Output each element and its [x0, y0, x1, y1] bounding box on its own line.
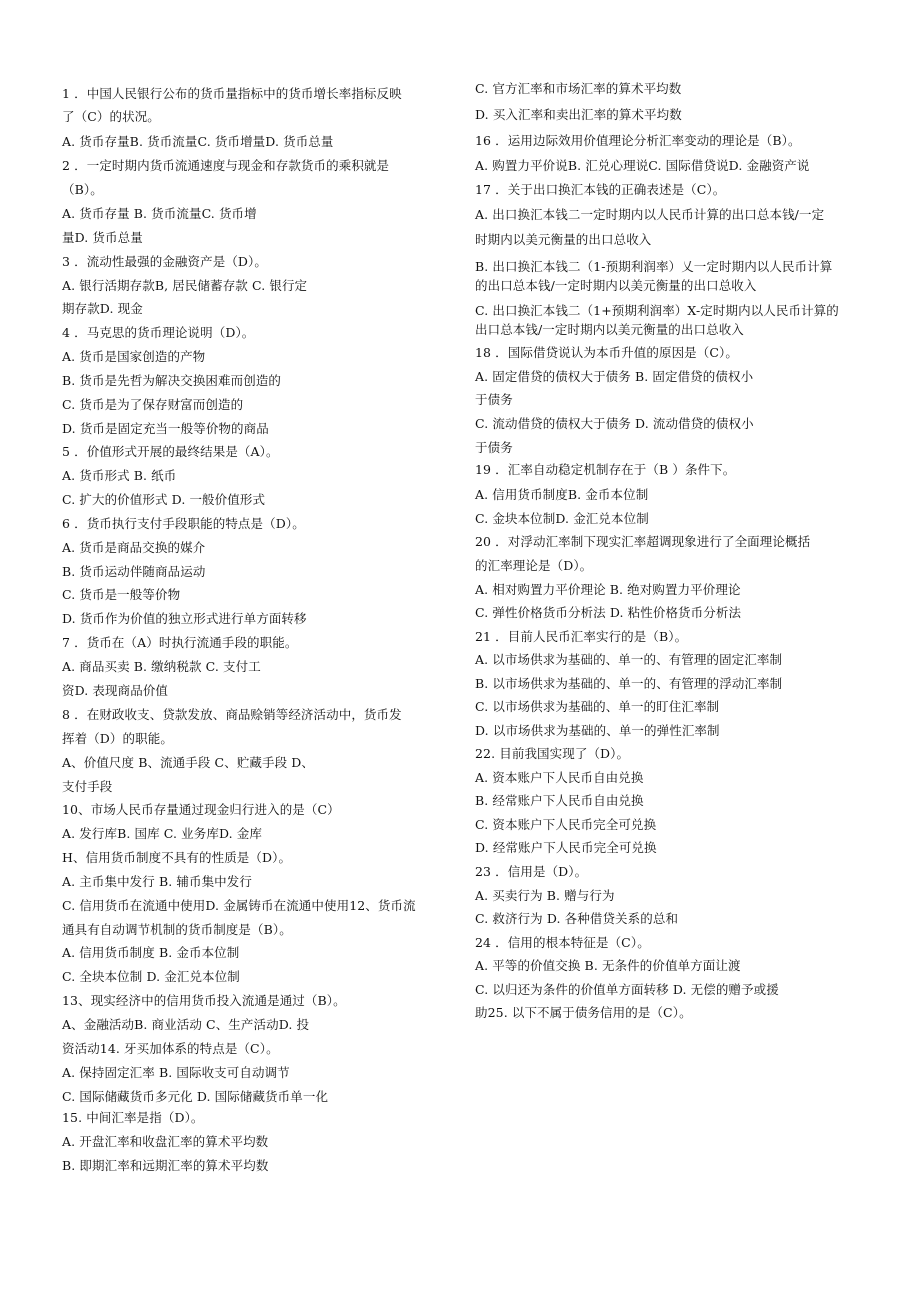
left-line: A. 货币是商品交换的媒介: [62, 540, 206, 555]
right-line: 21 ．目前人民币汇率实行的是（B）。: [475, 629, 688, 644]
right-line: 助25. 以下不属于债务信用的是（C）。: [475, 1005, 692, 1020]
right-line: D. 以市场供求为基础的、单一的弹性汇率制: [475, 723, 720, 738]
left-line: 10、市场人民币存量通过现金归行进入的是（C）: [62, 802, 340, 817]
left-line: A. 信用货币制度 B. 金币本位制: [62, 945, 240, 960]
left-line: 8 ．在财政收支、贷款发放、商品赊销等经济活动中，货币发: [62, 707, 402, 722]
left-line: A. 银行活期存款B, 居民储蓄存款 C. 银行定: [62, 278, 308, 293]
left-line: （B）。: [62, 182, 103, 197]
left-line: 3 ．流动性最强的金融资产是（D）。: [62, 254, 267, 269]
right-line: A. 平等的价值交换 B. 无条件的价值单方面让渡: [475, 958, 741, 973]
right-line: D. 经常账户下人民币完全可兑换: [475, 840, 657, 855]
left-line: 期存款D. 现金: [62, 301, 143, 316]
right-line: 于债务: [475, 440, 513, 455]
left-line: 资活动14. 牙买加体系的特点是（C）。: [62, 1041, 279, 1056]
left-line: B. 货币是先哲为解决交换困难而创造的: [62, 373, 282, 388]
right-line: 出口总本钱/一定时期内以美元衡量的出口总收入: [475, 322, 744, 337]
left-line: 5 ．价值形式开展的最终结果是（A）。: [62, 444, 279, 459]
left-line: C. 货币是一般等价物: [62, 587, 181, 602]
left-line: A、价值尺度 B、流通手段 C、贮藏手段 D、: [62, 755, 315, 770]
left-line: 支付手段: [62, 779, 113, 794]
left-line: A. 主币集中发行 B. 辅币集中发行: [62, 874, 252, 889]
left-line: 7 ．货币在（A）时执行流通手段的职能。: [62, 635, 298, 650]
right-line: A. 以市场供求为基础的、单一的、有管理的固定汇率制: [475, 652, 783, 667]
left-line: A. 货币形式 B. 纸币: [62, 468, 177, 483]
left-line: C. 信用货币在流通中使用D. 金属铸币在流通中使用12、货币流: [62, 898, 416, 913]
left-line: C. 扩大的价值形式 D. 一般价值形式: [62, 492, 266, 507]
right-line: 时期内以美元衡量的出口总收入: [475, 232, 652, 247]
left-line: B. 货币运动伴随商品运动: [62, 564, 206, 579]
right-line: B. 出口换汇本钱二（1-预期利润率）乂一定时期内以人民币计算: [475, 259, 833, 274]
left-line: D. 货币作为价值的独立形式进行单方面转移: [62, 611, 307, 626]
left-line: H、信用货币制度不具有的性质是（D）。: [62, 850, 292, 865]
left-line: A. 货币存量B. 货币流量C. 货币增量D. 货币总量: [62, 134, 334, 149]
left-line: A. 保持固定汇率 B. 国际收支可自动调节: [62, 1065, 290, 1080]
left-line: 2 ．一定时期内货币流通速度与现金和存款货币的乘积就是: [62, 158, 390, 173]
right-line: A. 购置力平价说B. 汇兑心理说C. 国际借贷说D. 金融资产说: [475, 158, 810, 173]
right-line: A. 买卖行为 B. 赠与行为: [475, 888, 615, 903]
left-line: 通具有自动调节机制的货币制度是（B）。: [62, 922, 292, 937]
right-line: C. 出口换汇本钱二（1+预期利润率）X-定时期内以人民币计算的: [475, 303, 839, 318]
right-line: 的汇率理论是（D）。: [475, 558, 593, 573]
right-line: 16 ．运用边际效用价值理论分析汇率变动的理论是（B）。: [475, 133, 801, 148]
right-line: A. 资本账户下人民币自由兑换: [475, 770, 644, 785]
right-line: 的出口总本钱/一定时期内以美元衡量的出口总收入: [475, 278, 757, 293]
left-line: 6 ．货币执行支付手段职能的特点是（D）。: [62, 516, 305, 531]
left-line: C. 全块本位制 D. 金汇兑本位制: [62, 969, 240, 984]
left-line: A. 货币存量 B. 货币流量C. 货币增: [62, 206, 257, 221]
right-line: C. 金块本位制D. 金汇兑本位制: [475, 511, 649, 526]
left-line: 13、现实经济中的信用货币投入流通是通过（B）。: [62, 993, 346, 1008]
right-line: B. 经常账户下人民币自由兑换: [475, 793, 644, 808]
right-line: C. 救济行为 D. 各种借贷关系的总和: [475, 911, 679, 926]
right-line: D. 买入汇率和卖出汇率的算术平均数: [475, 107, 682, 122]
right-line: A. 相对购置力平价理论 B. 绝对购置力平价理论: [475, 582, 741, 597]
right-line: C. 资本账户下人民币完全可兑换: [475, 817, 657, 832]
right-line: C. 以归还为条件的价值单方面转移 D. 无偿的赠予或援: [475, 982, 779, 997]
right-line: C. 流动借贷的债权大于债务 D. 流动借贷的债权小: [475, 416, 754, 431]
left-line: D. 货币是固定充当一般等价物的商品: [62, 421, 269, 436]
right-line: C. 弹性价格货币分析法 D. 粘性价格货币分析法: [475, 605, 742, 620]
left-line: 1 ．中国人民银行公布的货币量指标中的货币增长率指标反映: [62, 86, 402, 101]
left-line: C. 国际储藏货币多元化 D. 国际储藏货币单一化: [62, 1089, 329, 1104]
left-line: 挥着（D）的职能。: [62, 731, 173, 746]
left-line: 4 ．马克思的货币理论说明（D）。: [62, 325, 255, 340]
left-line: 量D. 货币总量: [62, 230, 143, 245]
right-line: 18 ．国际借贷说认为本币升值的原因是（C）。: [475, 345, 738, 360]
left-line: 了（C）的状况。: [62, 109, 160, 124]
right-line: 17 ．关于出口换汇本钱的正确表述是（C）。: [475, 182, 726, 197]
right-line: B. 以市场供求为基础的、单一的、有管理的浮动汇率制: [475, 676, 783, 691]
right-line: 20 ．对浮动汇率制下现实汇率超调现象进行了全面理论概括: [475, 534, 811, 549]
left-line: A. 货币是国家创造的产物: [62, 349, 206, 364]
right-line: 19 ．汇率自动稳定机制存在于（B ）条件下。: [475, 462, 736, 477]
right-line: C. 以市场供求为基础的、单一的盯住汇率制: [475, 699, 720, 714]
right-line: 于债务: [475, 392, 513, 407]
left-line: 资D. 表现商品价值: [62, 683, 169, 698]
left-line: B. 即期汇率和远期汇率的算术平均数: [62, 1158, 269, 1173]
left-line: A、金融活动B. 商业活动 C、生产活动D. 投: [62, 1017, 310, 1032]
left-line: A. 商品买卖 B. 缴纳税款 C. 支付工: [62, 659, 261, 674]
right-line: A. 信用货币制度B. 金币本位制: [475, 487, 649, 502]
left-line: C. 货币是为了保存财富而创造的: [62, 397, 244, 412]
right-line: 24 ．信用的根本特征是（C）。: [475, 935, 650, 950]
right-line: A. 固定借贷的债权大于债务 B. 固定借贷的债权小: [475, 369, 754, 384]
left-line: A. 发行库B. 国库 C. 业务库D. 金库: [62, 826, 262, 841]
right-line: A. 出口换汇本钱二一定时期内以人民币计算的出口总本钱/一定: [475, 207, 825, 222]
right-line: 23 ．信用是（D）。: [475, 864, 588, 879]
left-line: A. 开盘汇率和收盘汇率的算术平均数: [62, 1134, 269, 1149]
left-line: 15. 中间汇率是指（D）。: [62, 1110, 204, 1125]
right-line: 22. 目前我国实现了（D）。: [475, 746, 630, 761]
right-line: C. 官方汇率和市场汇率的算术平均数: [475, 81, 682, 96]
